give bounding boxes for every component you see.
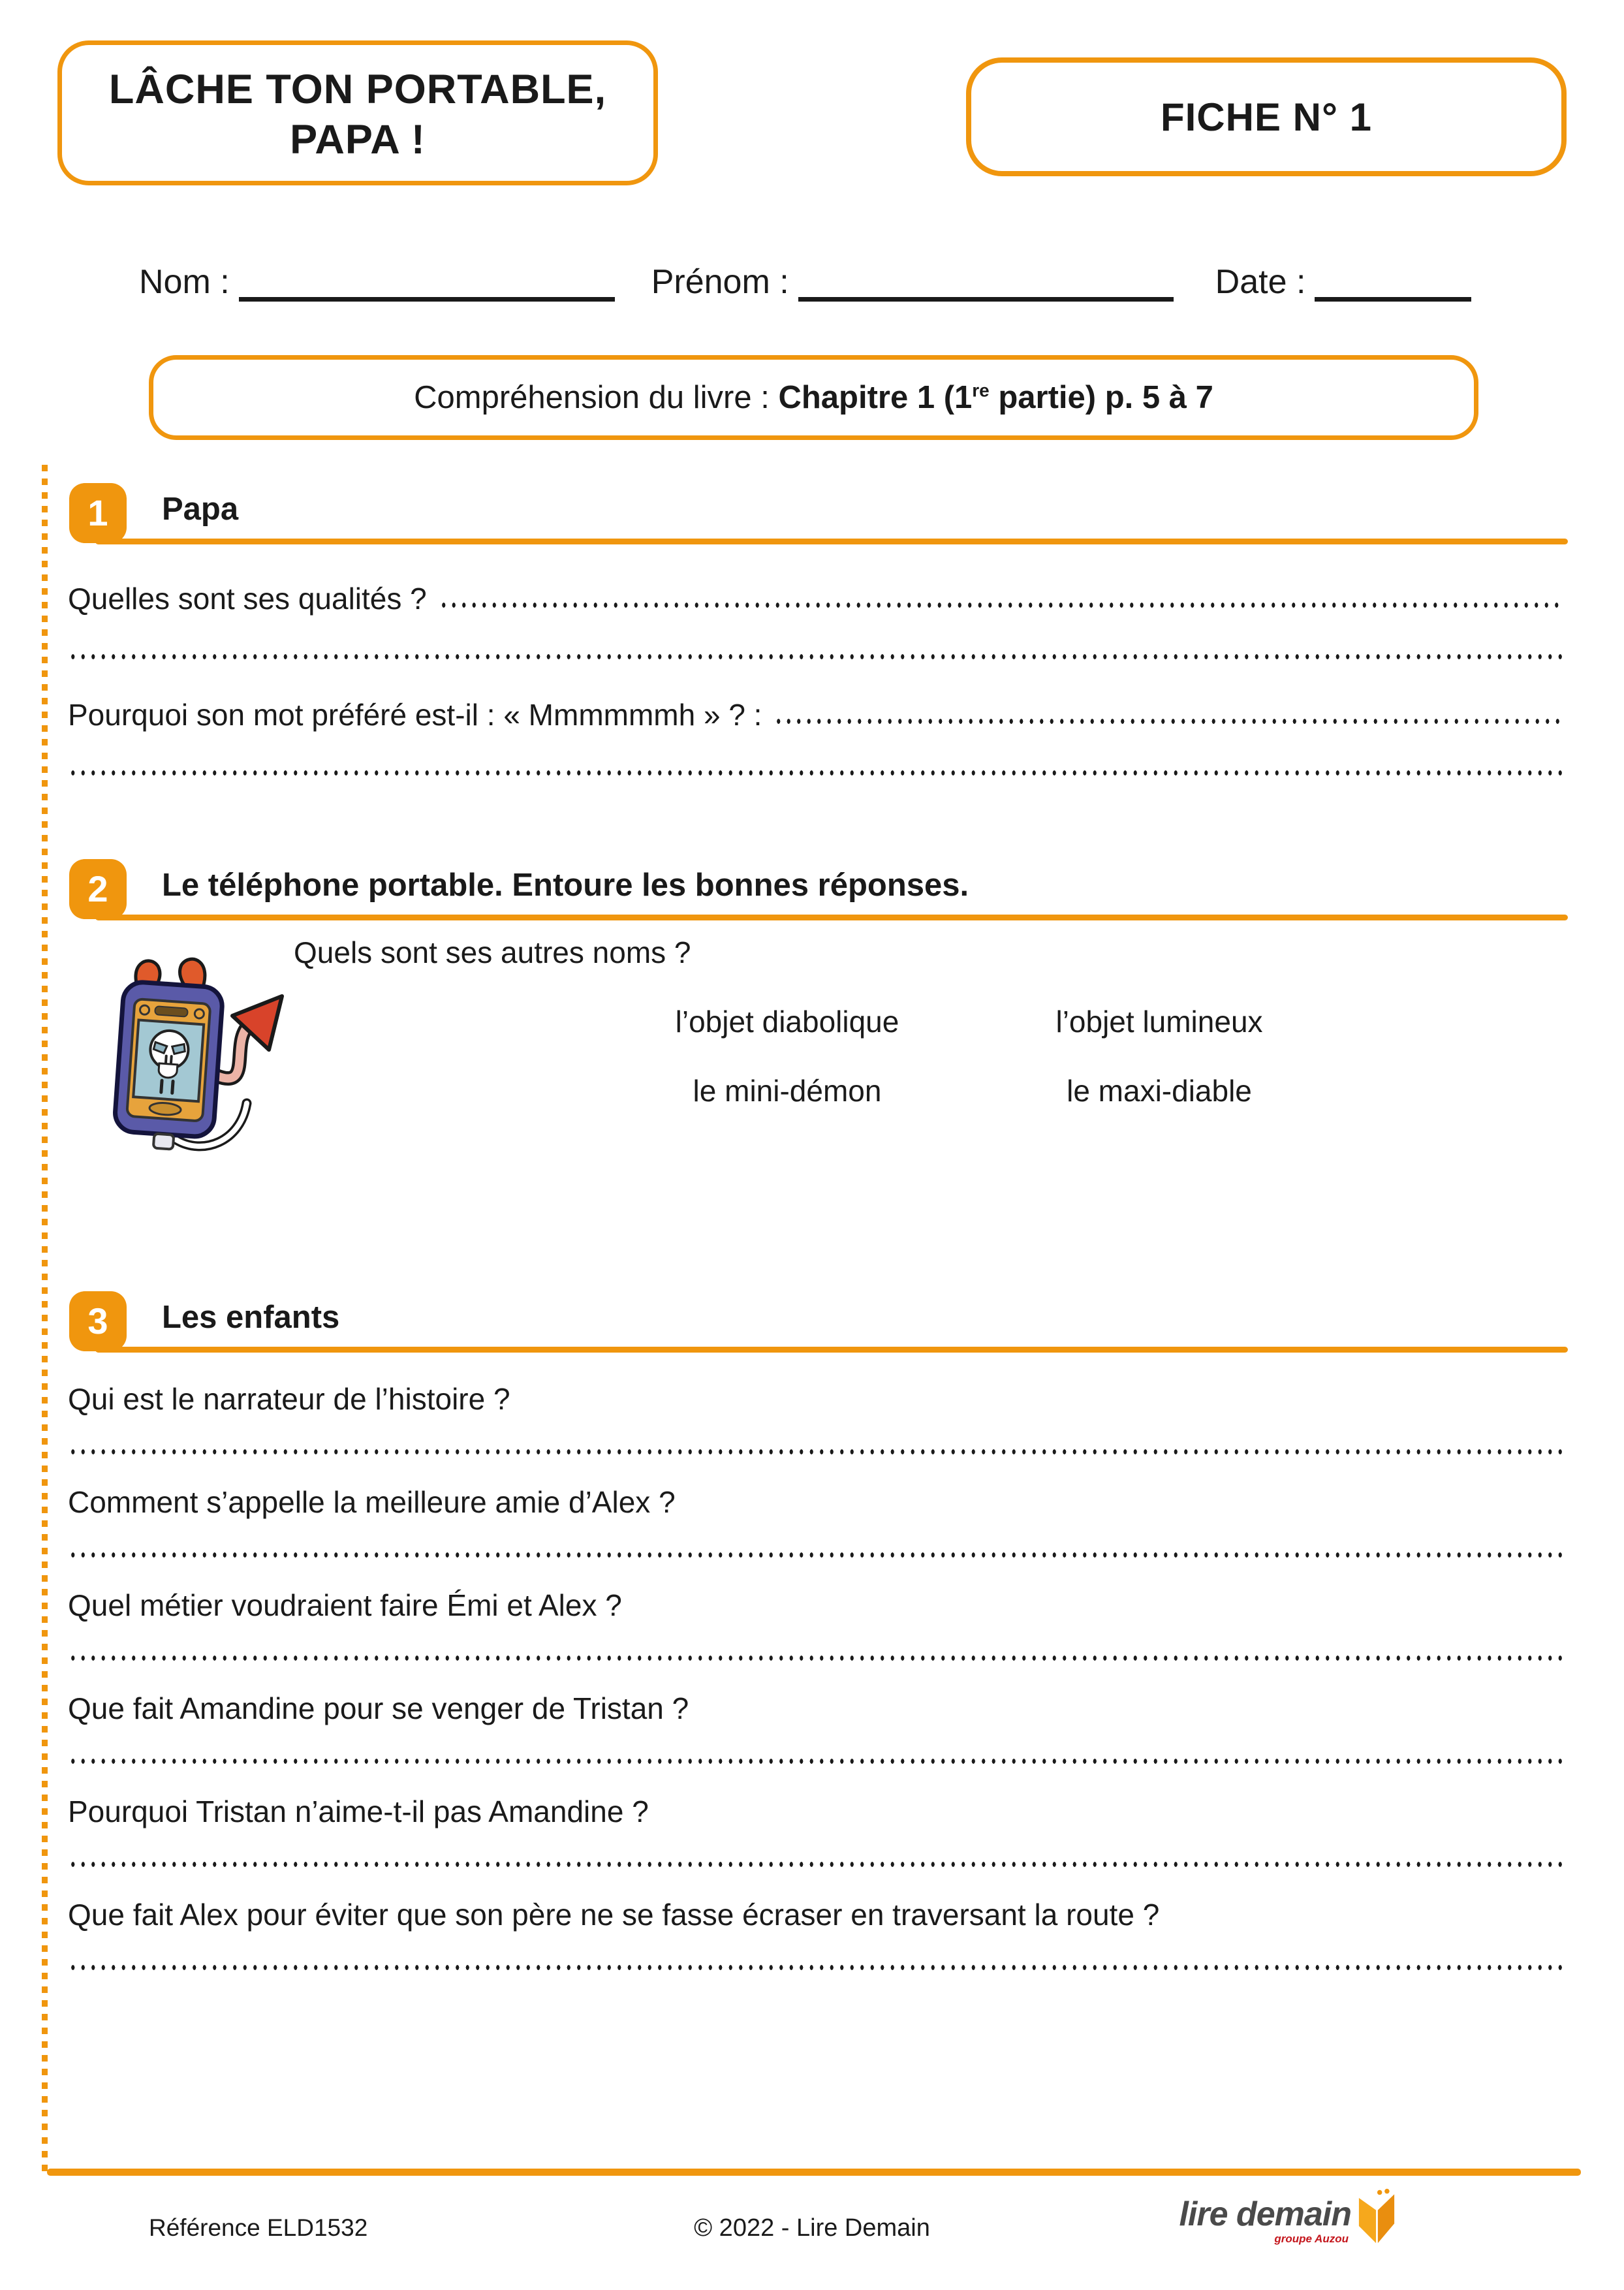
answer-dotted-line bbox=[68, 653, 1564, 661]
answer-dotted-line bbox=[773, 717, 1564, 725]
question-row bbox=[68, 697, 1564, 732]
left-perforation-line bbox=[42, 465, 48, 2171]
devil-phone-illustration bbox=[78, 952, 294, 1154]
chapter-ordinal-sup: re bbox=[972, 380, 990, 401]
section3-number-badge: 3 bbox=[69, 1291, 127, 1351]
question-text: Que fait Amandine pour se venger de Tristan ? bbox=[68, 1691, 689, 1725]
fiche-number-label: FICHE N° 1 bbox=[1160, 95, 1373, 139]
question-text: Que fait Alex pour éviter que son père ne se fasse écraser en traversant la route ? bbox=[68, 1897, 1160, 1932]
option-objet-diabolique: l’objet diabolique bbox=[675, 1004, 899, 1039]
header bbox=[0, 0, 1624, 185]
date-label: Date : bbox=[1215, 262, 1306, 301]
logo-text-block bbox=[1179, 2195, 1351, 2246]
book-title-line2: PAPA ! bbox=[290, 116, 426, 163]
date-write-line bbox=[1315, 267, 1471, 302]
section2-header bbox=[69, 859, 1568, 920]
logo-wordmark: lire demain bbox=[1179, 2195, 1351, 2233]
answer-dotted-line bbox=[68, 1964, 1564, 1971]
nom-write-line bbox=[239, 267, 615, 302]
footer-reference: Référence ELD1532 bbox=[149, 2214, 368, 2241]
section1-title: Papa bbox=[162, 491, 239, 527]
identity-row bbox=[0, 262, 1624, 302]
section3-rule bbox=[95, 1347, 1568, 1353]
section2-title: Le téléphone portable. Entoure les bonnes réponses. bbox=[162, 867, 969, 903]
section2-number-badge: 2 bbox=[69, 859, 127, 919]
option-maxi-diable: le maxi-diable bbox=[1067, 1073, 1252, 1108]
answer-dotted-line bbox=[68, 1860, 1564, 1868]
book-title-line1: LÂCHE TON PORTABLE, bbox=[108, 67, 607, 112]
section2-options bbox=[572, 1004, 1316, 1108]
chapter-label: Chapitre 1 (1 bbox=[778, 379, 973, 415]
section3-title: Les enfants bbox=[162, 1299, 340, 1335]
answer-dotted-line bbox=[68, 1448, 1564, 1456]
question-text: Pourquoi Tristan n’aime-t-il pas Amandine ? bbox=[68, 1794, 649, 1828]
question-text: Qui est le narrateur de l’histoire ? bbox=[68, 1381, 510, 1416]
comprehension-label: Compréhension du livre : bbox=[414, 379, 779, 415]
question-text: Pourquoi son mot préféré est-il : « Mmmmmmh » ? : bbox=[68, 697, 762, 732]
section2-rule bbox=[95, 915, 1568, 920]
answer-dotted-line bbox=[439, 601, 1564, 609]
section2-content bbox=[69, 920, 1564, 1195]
question-text: Comment s’appelle la meilleure amie d’Alex ? bbox=[68, 1484, 676, 1519]
logo-group-label: groupe Auzou bbox=[1274, 2233, 1349, 2245]
answer-dotted-line bbox=[68, 1757, 1564, 1765]
answer-dotted-line bbox=[68, 1551, 1564, 1559]
prenom-write-line bbox=[798, 267, 1174, 302]
section1-header bbox=[69, 483, 1568, 544]
answer-dotted-line bbox=[68, 1654, 1564, 1662]
question-text: Quelles sont ses qualités ? bbox=[68, 581, 427, 616]
footer-rule bbox=[47, 2169, 1581, 2176]
question-text: Quel métier voudraient faire Émi et Alex ? bbox=[68, 1588, 622, 1622]
question-row bbox=[68, 581, 1564, 616]
section2-question: Quels sont ses autres noms ? bbox=[294, 935, 691, 969]
option-mini-demon: le mini-démon bbox=[693, 1073, 882, 1108]
open-book-icon bbox=[1355, 2188, 1398, 2244]
lire-demain-logo bbox=[1179, 2188, 1398, 2246]
fiche-number-box bbox=[966, 57, 1567, 176]
section3-header bbox=[69, 1291, 1568, 1353]
section1-rule bbox=[95, 539, 1568, 544]
book-title-box bbox=[57, 40, 658, 185]
chapter-pages-label: partie) p. 5 à 7 bbox=[989, 379, 1213, 415]
comprehension-banner bbox=[149, 355, 1478, 440]
nom-label: Nom : bbox=[139, 262, 230, 301]
option-objet-lumineux: l’objet lumineux bbox=[1055, 1004, 1263, 1039]
answer-dotted-line bbox=[68, 769, 1564, 777]
footer-copyright: © 2022 - Lire Demain bbox=[694, 2214, 930, 2242]
section1-number-badge: 1 bbox=[69, 483, 127, 543]
prenom-label: Prénom : bbox=[651, 262, 789, 301]
